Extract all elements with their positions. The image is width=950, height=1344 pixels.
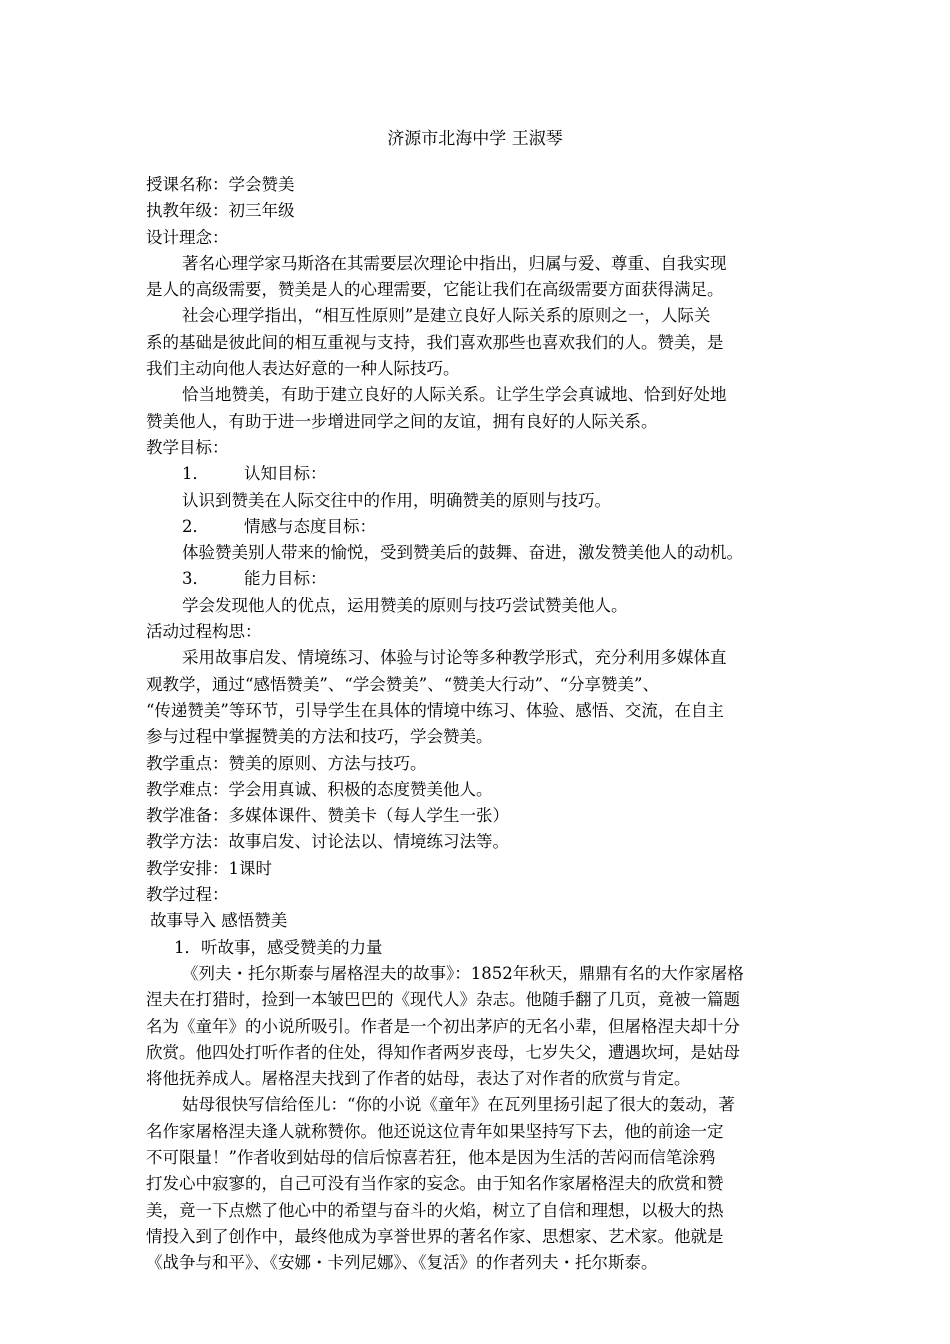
text-line-p6-l1: [146, 1092, 810, 1118]
line-text: 体验赞美别人带来的愉悦，受到赞美后的鼓舞、奋进，激发赞美他人的动机。: [182, 543, 743, 563]
text-line-goal2-title: [146, 514, 810, 540]
text-line-goal1-title: [146, 461, 810, 487]
text-line-p6-l6: [146, 1224, 810, 1250]
text-line-p2-l2: [146, 330, 810, 356]
text-line-p6-l2: [146, 1119, 810, 1145]
text-line-difficulties: [146, 777, 810, 803]
line-text: 名作家屠格涅夫逢人就称赞你。他还说这位青年如果坚持写下去，他的前途一定: [146, 1121, 724, 1141]
list-number: 2．: [182, 516, 209, 536]
text-line-p1-l2: [146, 277, 810, 303]
line-text: 教学重点：赞美的原则、方法与技巧。: [146, 753, 427, 773]
line-text: 我们主动向他人表达好意的一种人际技巧。: [146, 359, 460, 379]
line-text: 认知目标：: [244, 464, 327, 484]
text-line-preparation: [146, 803, 810, 829]
line-text: 情感与态度目标：: [244, 516, 376, 536]
text-line-section1: [146, 908, 810, 934]
text-line-p5-l5: [146, 1066, 810, 1092]
line-text: 名为《童年》的小说所吸引。作者是一个初出茅庐的无名小辈，但屠格涅夫却十分: [146, 1016, 740, 1036]
line-text: 著名心理学家马斯洛在其需要层次理论中指出，归属与爱、尊重、自我实现: [182, 253, 727, 273]
text-line-methods: [146, 829, 810, 855]
text-line-p1-l1: [146, 251, 810, 277]
text-line-design-concept-heading: [146, 225, 810, 251]
text-line-p5-l2: [146, 987, 810, 1013]
list-number: 3．: [182, 569, 209, 589]
text-line-p6-l5: [146, 1198, 810, 1224]
line-text: 1．听故事，感受赞美的力量: [174, 937, 383, 957]
text-line-p6-l3: [146, 1145, 810, 1171]
line-text: 教学难点：学会用真诚、积极的态度赞美他人。: [146, 779, 493, 799]
line-text: 《战争与和平》、《安娜・卡列尼娜》、《复活》的作者列夫・托尔斯泰。: [146, 1253, 658, 1273]
list-number: 1．: [182, 464, 209, 484]
text-line-p2-l3: [146, 356, 810, 382]
line-text: 授课名称：学会赞美: [146, 175, 295, 194]
text-line-goal2-body: [146, 540, 810, 566]
text-line-p6-l7: [146, 1250, 810, 1276]
line-text: 系的基础是彼此间的相互重视与支持，我们喜欢那些也喜欢我们的人。赞美，是: [146, 332, 724, 352]
line-text: 打发心中寂寥的，自己可没有当作家的妄念。由于知名作家屠格涅夫的欣赏和赞: [146, 1174, 724, 1194]
text-line-goals-heading: [146, 435, 810, 461]
line-text: 参与过程中掌握赞美的方法和技巧，学会赞美。: [146, 727, 493, 747]
text-line-p2-l1: [146, 303, 810, 329]
text-line-course-name: [146, 172, 810, 198]
line-text: 能力目标：: [244, 569, 327, 589]
text-line-goal3-body: [146, 593, 810, 619]
document-body: [146, 172, 810, 1276]
text-line-schedule: [146, 856, 810, 882]
text-line-goal3-title: [146, 566, 810, 592]
line-text: 《列夫・托尔斯泰与屠格涅夫的故事》：1852年秋天，鼎鼎有名的大作家屠格: [182, 963, 744, 983]
text-line-p6-l4: [146, 1171, 810, 1197]
text-line-p4-l4: [146, 724, 810, 750]
line-text: 是人的高级需要，赞美是人的心理需要，它能让我们在高级需要方面获得满足。: [146, 280, 724, 300]
line-text: 认识到赞美在人际交往中的作用，明确赞美的原则与技巧。: [182, 490, 611, 510]
line-text: 教学方法：故事启发、讨论法以、情境练习法等。: [146, 832, 509, 852]
line-text: 教学过程：: [146, 885, 229, 905]
line-text: 情投入到了创作中，最终他成为享誉世界的著名作家、思想家、艺术家。他就是: [146, 1226, 724, 1246]
line-text: 姑母很快写信给侄儿：“你的小说《童年》在瓦列里扬引起了很大的轰动，著: [182, 1095, 735, 1115]
text-line-goal1-body: [146, 488, 810, 514]
line-text: 涅夫在打猎时，捡到一本皱巴巴的《现代人》杂志。他随手翻了几页，竟被一篇题: [146, 990, 740, 1010]
line-text: “传递赞美”等环节，引导学生在具体的情境中练习、体验、感悟、交流，在自主: [146, 700, 724, 720]
line-text: 故事导入 感悟赞美: [150, 911, 288, 931]
line-text: 采用故事启发、情境练习、体验与讨论等多种教学形式，充分利用多媒体直: [182, 648, 727, 668]
text-line-p5-l3: [146, 1014, 810, 1040]
text-line-p4-l3: [146, 698, 810, 724]
text-line-key-points: [146, 751, 810, 777]
line-text: 社会心理学指出，“相互性原则”是建立良好人际关系的原则之一，人际关: [182, 306, 711, 326]
text-line-p5-l1: [146, 961, 810, 987]
line-text: 观教学，通过“感悟赞美”、“学会赞美”、“赞美大行动”、“分享赞美”、: [146, 674, 659, 694]
line-text: 活动过程构思：: [146, 622, 262, 642]
text-line-p4-l1: [146, 645, 810, 671]
text-line-p3-l2: [146, 409, 810, 435]
line-text: 教学安排：1课时: [146, 858, 272, 878]
text-line-activity-heading: [146, 619, 810, 645]
line-text: 将他抚养成人。屠格涅夫找到了作者的姑母，表达了对作者的欣赏与肯定。: [146, 1069, 691, 1089]
text-line-section1-sub1: [146, 935, 810, 961]
line-text: 教学准备：多媒体课件、赞美卡（每人学生一张）: [146, 806, 509, 826]
line-text: 美，竟一下点燃了他心中的希望与奋斗的火焰，树立了自信和理想，以极大的热: [146, 1200, 724, 1220]
line-text: 欣赏。他四处打听作者的住处，得知作者两岁丧母，七岁失父，遭遇坎坷，是姑母: [146, 1042, 740, 1062]
text-line-p4-l2: [146, 672, 810, 698]
text-line-p3-l1: [146, 382, 810, 408]
line-text: 赞美他人，有助于进一步增进同学之间的友谊，拥有良好的人际关系。: [146, 411, 658, 431]
author-line: 济源市北海中学 王淑琴: [387, 129, 563, 149]
line-text: 学会发现他人的优点，运用赞美的原则与技巧尝试赞美他人。: [182, 595, 628, 615]
text-line-p5-l4: [146, 1040, 810, 1066]
line-text: 恰当地赞美，有助于建立良好的人际关系。让学生学会真诚地、恰到好处地: [182, 385, 727, 405]
line-text: 设计理念：: [146, 227, 229, 247]
line-text: 执教年级：初三年级: [146, 201, 295, 221]
line-text: 不可限量！”作者收到姑母的信后惊喜若狂，他本是因为生活的苦闷而信笔涂鸦: [146, 1147, 716, 1167]
text-line-grade: [146, 198, 810, 224]
line-text: 教学目标：: [146, 437, 229, 457]
text-line-process-heading: [146, 882, 810, 908]
